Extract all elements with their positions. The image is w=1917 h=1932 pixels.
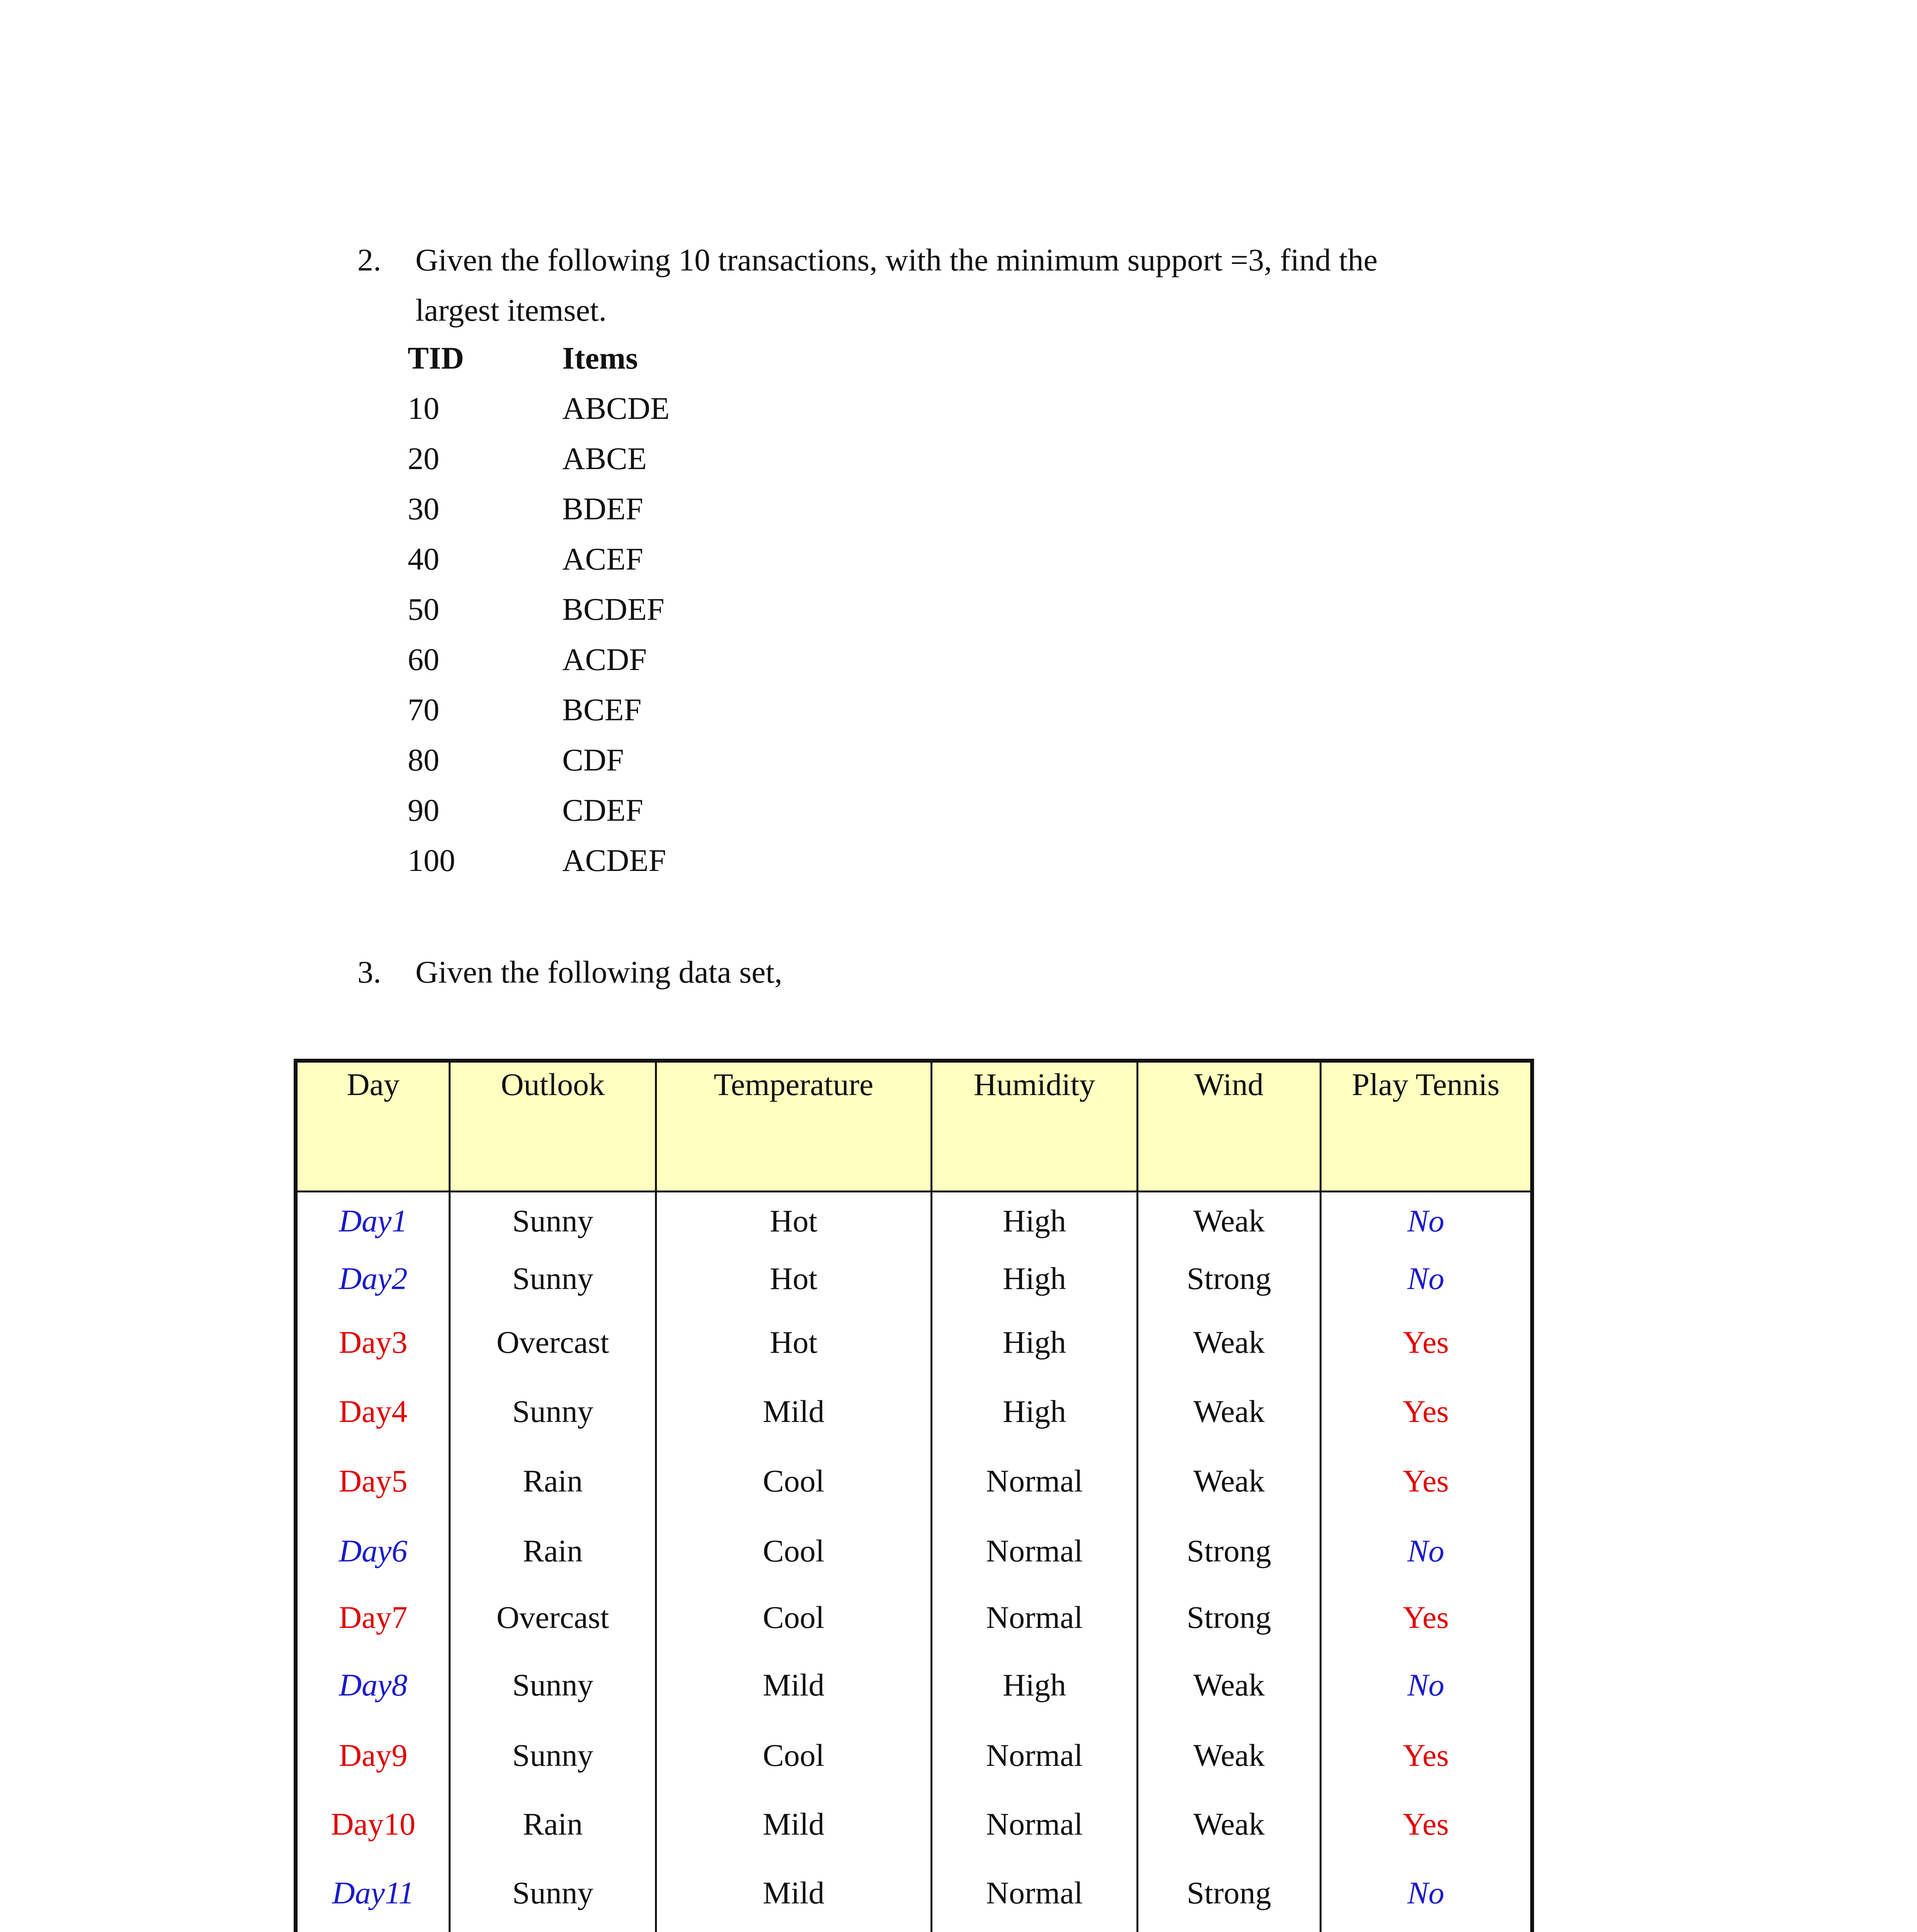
items-header: Items [562,340,638,376]
outlook-cell: Rain [450,1516,656,1586]
transaction-items: ABCDE [562,391,670,426]
humidity-cell: Normal [931,1586,1138,1650]
day-cell: Day5 [296,1446,450,1516]
transaction-items: ACEF [562,541,643,577]
outlook-cell: Sunny [450,1250,656,1308]
temperature-cell [656,1927,931,1932]
play-tennis-cell: No [1320,1859,1532,1927]
transaction-tid: 20 [408,441,439,476]
header-wind: Wind [1138,1061,1320,1192]
table-row [296,1790,1532,1859]
wind-cell: Strong [1138,1250,1320,1308]
day-cell: Day2 [296,1250,450,1308]
transaction-items: ACDEF [562,843,666,878]
transaction-tid: 10 [408,391,439,426]
tid-header: TID [408,340,464,376]
wind-cell: Strong [1138,1516,1320,1586]
table-row [296,1377,1532,1446]
humidity-cell: High [931,1250,1138,1308]
play-tennis-cell [1320,1927,1532,1932]
table-row [296,1721,1532,1790]
outlook-cell [450,1927,656,1932]
temperature-cell: Mild [656,1790,931,1859]
play-tennis-cell: No [1320,1650,1532,1721]
day-cell: Day11 [296,1859,450,1927]
table-row [296,1446,1532,1516]
transaction-tid: 70 [408,692,439,727]
humidity-cell: High [931,1192,1138,1250]
question-3-intro: Given the following data set, [415,954,782,990]
table-row [296,1586,1532,1650]
transaction-row [408,641,871,692]
temperature-cell: Hot [656,1308,931,1377]
transaction-items: BCEF [562,692,642,727]
table-header-row [296,1061,1532,1192]
outlook-cell: Sunny [450,1859,656,1927]
question-2-number: 2. [357,242,381,277]
day-cell: Day1 [296,1192,450,1250]
table-row [296,1650,1532,1721]
humidity-cell: High [931,1377,1138,1446]
transaction-items: ACDF [562,642,647,677]
humidity-cell: Normal [931,1859,1138,1927]
humidity-cell: High [931,1308,1138,1377]
temperature-cell: Hot [656,1250,931,1308]
header-humidity: Humidity [931,1061,1138,1192]
outlook-cell: Rain [450,1446,656,1516]
wind-cell: Weak [1138,1721,1320,1790]
transaction-row [408,390,871,440]
transaction-tid: 100 [408,843,455,878]
transaction-tid: 40 [408,541,439,577]
play-tennis-cell: Yes [1320,1721,1532,1790]
play-tennis-cell: Yes [1320,1377,1532,1446]
temperature-cell: Mild [656,1859,931,1927]
transaction-items: ABCE [562,441,647,476]
wind-cell [1138,1927,1320,1932]
wind-cell: Weak [1138,1377,1320,1446]
table-row [296,1516,1532,1586]
temperature-cell: Mild [656,1377,931,1446]
tennis-dataset-table [294,1059,1534,1932]
transaction-items: CDEF [562,793,643,828]
transaction-tid: 90 [408,793,439,828]
transaction-row [408,842,871,893]
outlook-cell: Overcast [450,1308,656,1377]
table-row [296,1927,1532,1932]
temperature-cell: Cool [656,1446,931,1516]
humidity-cell: Normal [931,1516,1138,1586]
transaction-tid: 30 [408,491,439,526]
play-tennis-cell: Yes [1320,1446,1532,1516]
table-row [296,1192,1532,1250]
header-play-tennis: Play Tennis [1320,1061,1532,1192]
temperature-cell: Cool [656,1721,931,1790]
transaction-row [408,440,871,491]
transaction-tid: 80 [408,742,439,777]
table-row [296,1250,1532,1308]
day-cell [296,1927,450,1932]
play-tennis-cell: No [1320,1192,1532,1250]
table-row [296,1308,1532,1377]
outlook-cell: Sunny [450,1377,656,1446]
transactions-header [408,340,871,390]
temperature-cell: Hot [656,1192,931,1250]
temperature-cell: Cool [656,1516,931,1586]
wind-cell: Weak [1138,1192,1320,1250]
play-tennis-cell: Yes [1320,1586,1532,1650]
question-2-line-1: Given the following 10 transactions, with the minimum support =3, find the [415,242,1378,277]
header-temperature: Temperature [656,1061,931,1192]
transaction-row [408,491,871,541]
wind-cell: Strong [1138,1859,1320,1927]
wind-cell: Weak [1138,1308,1320,1377]
transaction-row [408,591,871,641]
transaction-items: BCDEF [562,592,665,627]
wind-cell: Weak [1138,1650,1320,1721]
transaction-row [408,742,871,792]
transaction-row [408,792,871,842]
day-cell: Day7 [296,1586,450,1650]
day-cell: Day4 [296,1377,450,1446]
question-3-number: 3. [357,954,381,990]
wind-cell: Weak [1138,1446,1320,1516]
humidity-cell: Normal [931,1446,1138,1516]
day-cell: Day9 [296,1721,450,1790]
transaction-row [408,692,871,742]
temperature-cell: Mild [656,1650,931,1721]
outlook-cell: Overcast [450,1586,656,1650]
day-cell: Day8 [296,1650,450,1721]
table-row [296,1859,1532,1927]
outlook-cell: Sunny [450,1192,656,1250]
day-cell: Day6 [296,1516,450,1586]
header-day: Day [296,1061,450,1192]
transactions-table [408,340,871,893]
transaction-items: BDEF [562,491,643,526]
play-tennis-cell: No [1320,1516,1532,1586]
temperature-cell: Cool [656,1586,931,1650]
day-cell: Day3 [296,1308,450,1377]
outlook-cell: Sunny [450,1721,656,1790]
play-tennis-cell: No [1320,1250,1532,1308]
question-2-line-2: largest itemset. [415,293,607,328]
humidity-cell: Normal [931,1790,1138,1859]
wind-cell: Weak [1138,1790,1320,1859]
outlook-cell: Rain [450,1790,656,1859]
outlook-cell: Sunny [450,1650,656,1721]
transaction-tid: 50 [408,592,439,627]
wind-cell: Strong [1138,1586,1320,1650]
transaction-row [408,541,871,591]
transaction-tid: 60 [408,642,439,677]
transaction-items: CDF [562,742,624,777]
day-cell: Day10 [296,1790,450,1859]
play-tennis-cell: Yes [1320,1790,1532,1859]
humidity-cell: High [931,1650,1138,1721]
humidity-cell [931,1927,1138,1932]
play-tennis-cell: Yes [1320,1308,1532,1377]
humidity-cell: Normal [931,1721,1138,1790]
header-outlook: Outlook [450,1061,656,1192]
